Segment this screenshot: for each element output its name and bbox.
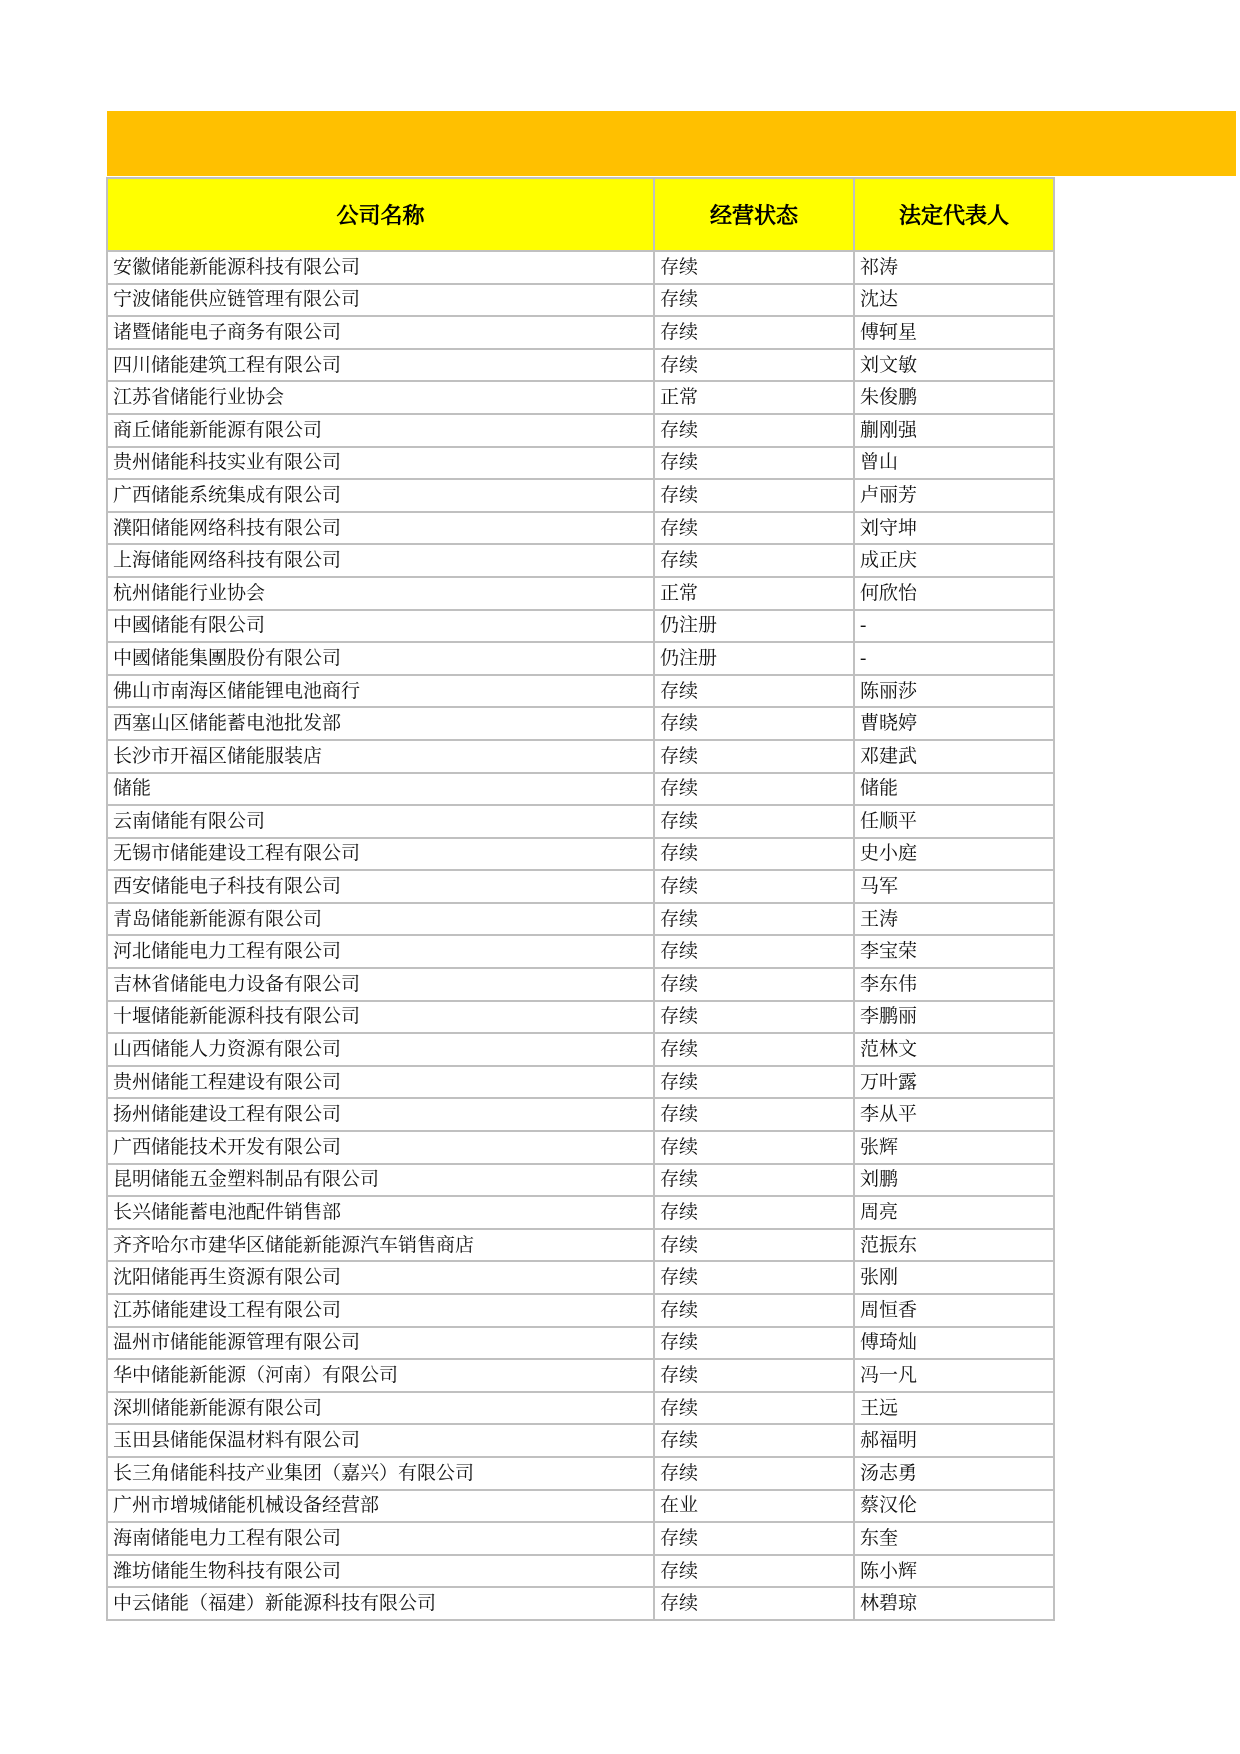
- table-row: [107, 1555, 1054, 1588]
- cell-status: 仍注册: [654, 610, 854, 643]
- cell-company: 河北储能电力工程有限公司: [107, 935, 654, 968]
- table-row: [107, 805, 1054, 838]
- table-row: [107, 1327, 1054, 1360]
- column-header-company: 公司名称: [107, 178, 654, 251]
- cell-status: 存续: [654, 1424, 854, 1457]
- cell-status: 存续: [654, 675, 854, 708]
- cell-representative: 曾山: [854, 447, 1054, 480]
- cell-status: 存续: [654, 968, 854, 1001]
- cell-representative: 林碧琼: [854, 1587, 1054, 1620]
- cell-company: 潍坊储能生物科技有限公司: [107, 1555, 654, 1588]
- cell-representative: 范振东: [854, 1229, 1054, 1262]
- table-row: [107, 1131, 1054, 1164]
- cell-representative: 李鹏丽: [854, 1001, 1054, 1034]
- cell-company: 佛山市南海区储能锂电池商行: [107, 675, 654, 708]
- table-row: [107, 512, 1054, 545]
- cell-representative: 张辉: [854, 1131, 1054, 1164]
- cell-status: 存续: [654, 1131, 854, 1164]
- cell-status: 存续: [654, 544, 854, 577]
- cell-representative: 蒯刚强: [854, 414, 1054, 447]
- cell-status: 存续: [654, 1001, 854, 1034]
- cell-status: 存续: [654, 349, 854, 382]
- cell-company: 贵州储能科技实业有限公司: [107, 447, 654, 480]
- table-row: [107, 577, 1054, 610]
- cell-company: 商丘储能新能源有限公司: [107, 414, 654, 447]
- top-banner: [107, 111, 1236, 176]
- table-row: [107, 903, 1054, 936]
- cell-company: 四川储能建筑工程有限公司: [107, 349, 654, 382]
- cell-company: 长沙市开福区储能服装店: [107, 740, 654, 773]
- cell-representative: -: [854, 642, 1054, 675]
- cell-representative: 刘守坤: [854, 512, 1054, 545]
- cell-representative: 陈丽莎: [854, 675, 1054, 708]
- cell-representative: 郝福明: [854, 1424, 1054, 1457]
- cell-representative: 史小庭: [854, 838, 1054, 871]
- cell-company: 中國储能集團股份有限公司: [107, 642, 654, 675]
- cell-status: 存续: [654, 284, 854, 317]
- table-row: [107, 1294, 1054, 1327]
- cell-status: 存续: [654, 479, 854, 512]
- cell-company: 诸暨储能电子商务有限公司: [107, 316, 654, 349]
- cell-status: 存续: [654, 740, 854, 773]
- table-row: [107, 1098, 1054, 1131]
- table-row: [107, 284, 1054, 317]
- table-row: [107, 251, 1054, 284]
- cell-status: 存续: [654, 414, 854, 447]
- cell-representative: 王涛: [854, 903, 1054, 936]
- cell-status: 存续: [654, 1457, 854, 1490]
- table-row: [107, 1033, 1054, 1066]
- table-row: [107, 1066, 1054, 1099]
- header-row: [107, 178, 1054, 251]
- column-header-representative: 法定代表人: [854, 178, 1054, 251]
- table-row: [107, 316, 1054, 349]
- cell-status: 存续: [654, 512, 854, 545]
- table-row: [107, 675, 1054, 708]
- cell-company: 西安储能电子科技有限公司: [107, 870, 654, 903]
- cell-representative: 朱俊鹏: [854, 381, 1054, 414]
- cell-representative: 东奎: [854, 1522, 1054, 1555]
- cell-company: 广西储能系统集成有限公司: [107, 479, 654, 512]
- cell-status: 存续: [654, 1359, 854, 1392]
- cell-company: 江苏省储能行业协会: [107, 381, 654, 414]
- cell-representative: 何欣怡: [854, 577, 1054, 610]
- table-row: [107, 1587, 1054, 1620]
- cell-representative: 万叶露: [854, 1066, 1054, 1099]
- cell-company: 十堰储能新能源科技有限公司: [107, 1001, 654, 1034]
- table-row: [107, 544, 1054, 577]
- cell-representative: 周亮: [854, 1196, 1054, 1229]
- cell-representative: 冯一凡: [854, 1359, 1054, 1392]
- cell-company: 中云储能（福建）新能源科技有限公司: [107, 1587, 654, 1620]
- table-row: [107, 1229, 1054, 1262]
- cell-status: 存续: [654, 1229, 854, 1262]
- cell-representative: 范林文: [854, 1033, 1054, 1066]
- cell-status: 存续: [654, 1392, 854, 1425]
- cell-company: 中國储能有限公司: [107, 610, 654, 643]
- cell-status: 在业: [654, 1490, 854, 1523]
- cell-company: 深圳储能新能源有限公司: [107, 1392, 654, 1425]
- cell-status: 存续: [654, 1033, 854, 1066]
- table-row: [107, 1522, 1054, 1555]
- cell-company: 西塞山区储能蓄电池批发部: [107, 707, 654, 740]
- table-row: [107, 349, 1054, 382]
- cell-status: 存续: [654, 1327, 854, 1360]
- cell-company: 储能: [107, 773, 654, 806]
- cell-company: 上海储能网络科技有限公司: [107, 544, 654, 577]
- cell-company: 海南储能电力工程有限公司: [107, 1522, 654, 1555]
- cell-representative: 蔡汉伦: [854, 1490, 1054, 1523]
- cell-representative: 成正庆: [854, 544, 1054, 577]
- company-table: [106, 177, 1055, 1621]
- cell-company: 濮阳储能网络科技有限公司: [107, 512, 654, 545]
- cell-status: 存续: [654, 1555, 854, 1588]
- cell-representative: 汤志勇: [854, 1457, 1054, 1490]
- cell-representative: 王远: [854, 1392, 1054, 1425]
- cell-company: 长三角储能科技产业集团（嘉兴）有限公司: [107, 1457, 654, 1490]
- cell-company: 江苏储能建设工程有限公司: [107, 1294, 654, 1327]
- cell-company: 昆明储能五金塑料制品有限公司: [107, 1164, 654, 1197]
- cell-company: 杭州储能行业协会: [107, 577, 654, 610]
- cell-status: 正常: [654, 577, 854, 610]
- table-row: [107, 968, 1054, 1001]
- table-row: [107, 381, 1054, 414]
- table-row: [107, 1164, 1054, 1197]
- column-header-status: 经营状态: [654, 178, 854, 251]
- table-row: [107, 773, 1054, 806]
- cell-representative: -: [854, 610, 1054, 643]
- cell-representative: 张刚: [854, 1261, 1054, 1294]
- cell-company: 齐齐哈尔市建华区储能新能源汽车销售商店: [107, 1229, 654, 1262]
- cell-representative: 傅琦灿: [854, 1327, 1054, 1360]
- cell-company: 玉田县储能保温材料有限公司: [107, 1424, 654, 1457]
- table-row: [107, 642, 1054, 675]
- table-row: [107, 707, 1054, 740]
- cell-company: 山西储能人力资源有限公司: [107, 1033, 654, 1066]
- table-row: [107, 479, 1054, 512]
- cell-representative: 周恒香: [854, 1294, 1054, 1327]
- cell-company: 广州市增城储能机械设备经营部: [107, 1490, 654, 1523]
- cell-status: 存续: [654, 1066, 854, 1099]
- table-row: [107, 838, 1054, 871]
- cell-representative: 任顺平: [854, 805, 1054, 838]
- cell-company: 广西储能技术开发有限公司: [107, 1131, 654, 1164]
- cell-company: 无锡市储能建设工程有限公司: [107, 838, 654, 871]
- table-row: [107, 610, 1054, 643]
- cell-status: 存续: [654, 1587, 854, 1620]
- cell-representative: 刘鹏: [854, 1164, 1054, 1197]
- cell-status: 存续: [654, 1294, 854, 1327]
- table-row: [107, 870, 1054, 903]
- table-row: [107, 1490, 1054, 1523]
- cell-status: 存续: [654, 870, 854, 903]
- cell-representative: 马军: [854, 870, 1054, 903]
- cell-status: 存续: [654, 935, 854, 968]
- cell-company: 华中储能新能源（河南）有限公司: [107, 1359, 654, 1392]
- cell-representative: 傅轲星: [854, 316, 1054, 349]
- table-row: [107, 1359, 1054, 1392]
- cell-representative: 沈达: [854, 284, 1054, 317]
- table-row: [107, 1392, 1054, 1425]
- cell-status: 存续: [654, 447, 854, 480]
- cell-representative: 邓建武: [854, 740, 1054, 773]
- cell-status: 正常: [654, 381, 854, 414]
- table-row: [107, 1196, 1054, 1229]
- cell-company: 安徽储能新能源科技有限公司: [107, 251, 654, 284]
- cell-status: 存续: [654, 1098, 854, 1131]
- table-row: [107, 1001, 1054, 1034]
- table-row: [107, 1424, 1054, 1457]
- cell-company: 云南储能有限公司: [107, 805, 654, 838]
- table-row: [107, 447, 1054, 480]
- cell-status: 存续: [654, 805, 854, 838]
- table-body: [107, 251, 1054, 1620]
- cell-status: 存续: [654, 251, 854, 284]
- cell-representative: 李东伟: [854, 968, 1054, 1001]
- cell-status: 存续: [654, 1164, 854, 1197]
- cell-company: 贵州储能工程建设有限公司: [107, 1066, 654, 1099]
- cell-representative: 曹晓婷: [854, 707, 1054, 740]
- cell-status: 存续: [654, 316, 854, 349]
- cell-status: 存续: [654, 1522, 854, 1555]
- cell-representative: 祁涛: [854, 251, 1054, 284]
- table-row: [107, 1457, 1054, 1490]
- cell-status: 存续: [654, 707, 854, 740]
- cell-company: 温州市储能能源管理有限公司: [107, 1327, 654, 1360]
- cell-status: 存续: [654, 1196, 854, 1229]
- cell-representative: 卢丽芳: [854, 479, 1054, 512]
- table-row: [107, 740, 1054, 773]
- cell-representative: 刘文敏: [854, 349, 1054, 382]
- cell-representative: 陈小辉: [854, 1555, 1054, 1588]
- table-row: [107, 414, 1054, 447]
- cell-company: 沈阳储能再生资源有限公司: [107, 1261, 654, 1294]
- cell-company: 长兴储能蓄电池配件销售部: [107, 1196, 654, 1229]
- cell-company: 扬州储能建设工程有限公司: [107, 1098, 654, 1131]
- cell-status: 存续: [654, 1261, 854, 1294]
- table-row: [107, 935, 1054, 968]
- cell-company: 吉林省储能电力设备有限公司: [107, 968, 654, 1001]
- table-row: [107, 1261, 1054, 1294]
- cell-status: 仍注册: [654, 642, 854, 675]
- cell-company: 宁波储能供应链管理有限公司: [107, 284, 654, 317]
- cell-company: 青岛储能新能源有限公司: [107, 903, 654, 936]
- cell-representative: 储能: [854, 773, 1054, 806]
- cell-status: 存续: [654, 903, 854, 936]
- cell-representative: 李从平: [854, 1098, 1054, 1131]
- cell-representative: 李宝荣: [854, 935, 1054, 968]
- cell-status: 存续: [654, 838, 854, 871]
- cell-status: 存续: [654, 773, 854, 806]
